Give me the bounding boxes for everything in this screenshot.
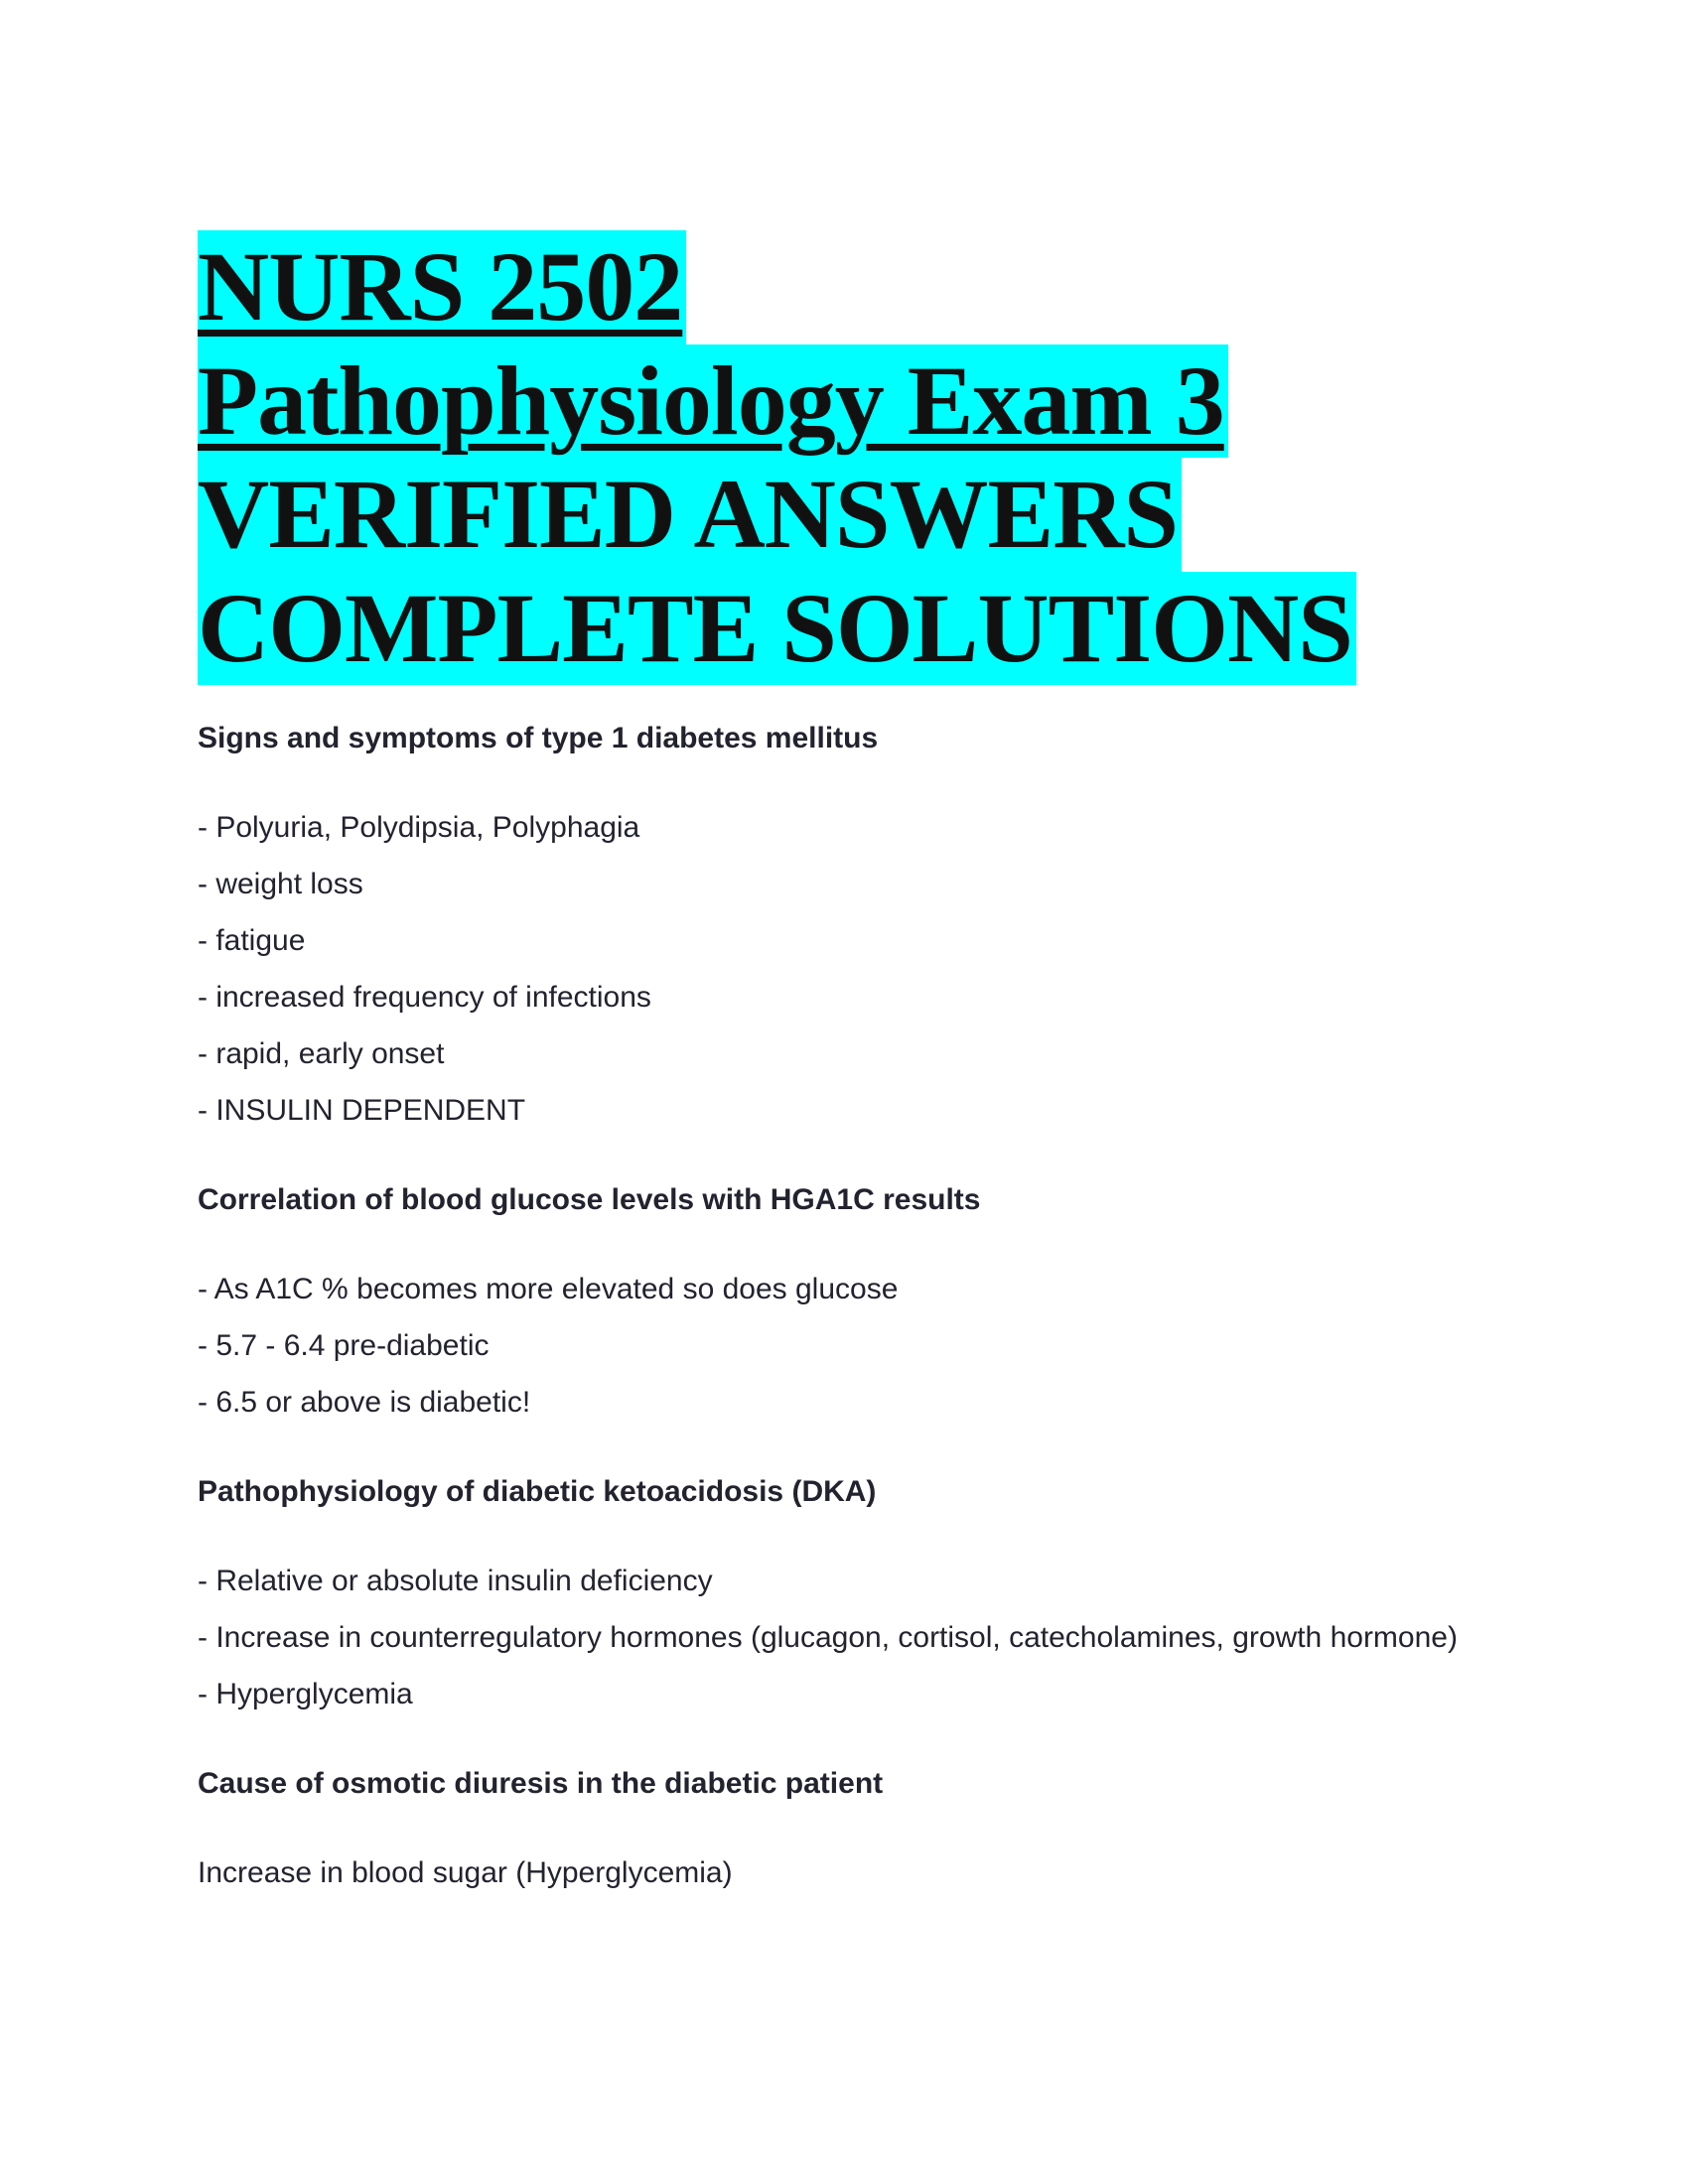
list-item: - increased frequency of infections [198,981,651,1014]
list-item: - Increase in counterregulatory hormones (glucagon, cortisol, catecholamines, growth hormone) [198,1621,1458,1654]
list-item: Increase in blood sugar (Hyperglycemia) [198,1856,733,1889]
list-item: - rapid, early onset [198,1037,445,1070]
section-heading: Cause of osmotic diuresis in the diabetic patient [198,1767,884,1800]
list-item: - 6.5 or above is diabetic! [198,1386,531,1419]
section-hga1c [198,1171,1478,1431]
title-line-verified: VERIFIED ANSWERS [198,458,1182,572]
title-line-exam: Pathophysiology Exam 3 [198,344,1228,459]
title-line-course: NURS 2502 [198,230,686,344]
list-item: - As A1C % becomes more elevated so does glucose [198,1273,899,1305]
document-title [198,230,1356,685]
list-item: - 5.7 - 6.4 pre-diabetic [198,1329,490,1362]
list-item: - Hyperglycemia [198,1678,413,1710]
list-item: - weight loss [198,868,363,900]
list-item: - Relative or absolute insulin deficiency [198,1565,713,1597]
list-item: - fatigue [198,924,306,957]
list-item: - Polyuria, Polydipsia, Polyphagia [198,811,640,844]
section-osmotic-diuresis [198,1755,1478,1901]
section-dka [198,1463,1478,1722]
title-line-complete: COMPLETE SOLUTIONS [198,572,1356,686]
section-heading: Signs and symptoms of type 1 diabetes mellitus [198,722,879,754]
section-heading: Correlation of blood glucose levels with HGA1C results [198,1183,981,1216]
section-heading: Pathophysiology of diabetic ketoacidosis (DKA) [198,1475,877,1508]
list-item: - INSULIN DEPENDENT [198,1094,526,1127]
document-body [198,710,1478,1934]
section-type1-symptoms [198,710,1478,1139]
